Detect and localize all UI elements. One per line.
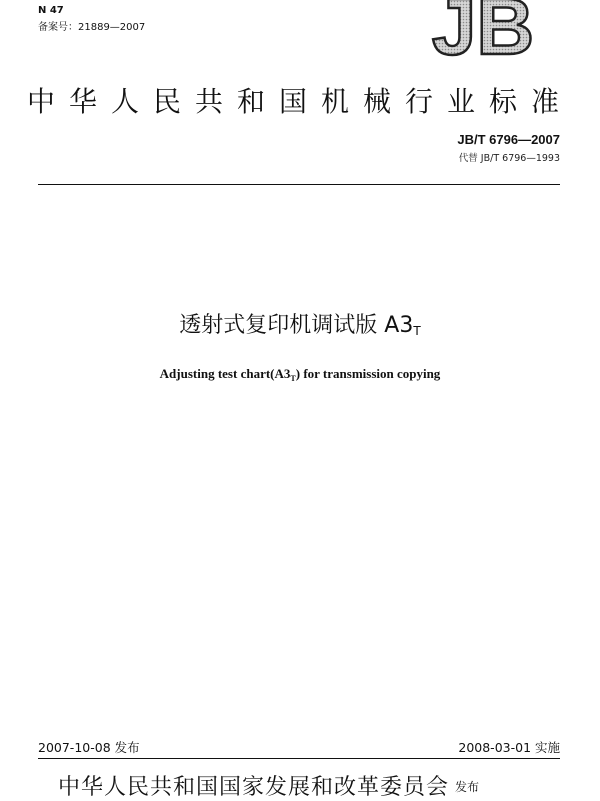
jb-logo-lettering: JB (431, 0, 535, 58)
issue-date: 2007-10-08 发布 (38, 740, 140, 755)
issuer-action: 发布 (455, 780, 480, 794)
chinese-title (0, 308, 600, 339)
chinese-title-subscript: T (413, 324, 421, 338)
replaces-standard: 代替 JB/T 6796—1993 (458, 153, 560, 164)
header-divider (38, 184, 560, 185)
english-title-main: Adjusting test chart(A3 (159, 366, 291, 381)
classification-code: N 47 (38, 5, 64, 16)
record-number: 备案号：21889—2007 (38, 22, 146, 33)
standard-number: JB/T 6796—2007 (457, 132, 560, 147)
implementation-date: 2008-03-01 实施 (458, 740, 560, 755)
english-title-subscript: T (290, 374, 296, 383)
issuer-name: 中华人民共和国国家发展和改革委员会 (58, 775, 450, 800)
jb-logo (408, 0, 558, 58)
industry-standard-title: 中华人民共和国机械行业标准 (26, 85, 573, 118)
footer-divider (38, 758, 560, 759)
chinese-title-main: 透射式复印机调试版 A3 (179, 313, 414, 338)
issuing-authority (58, 770, 479, 801)
english-title (0, 366, 600, 383)
english-title-rest: ) for transmission copying (295, 366, 441, 381)
